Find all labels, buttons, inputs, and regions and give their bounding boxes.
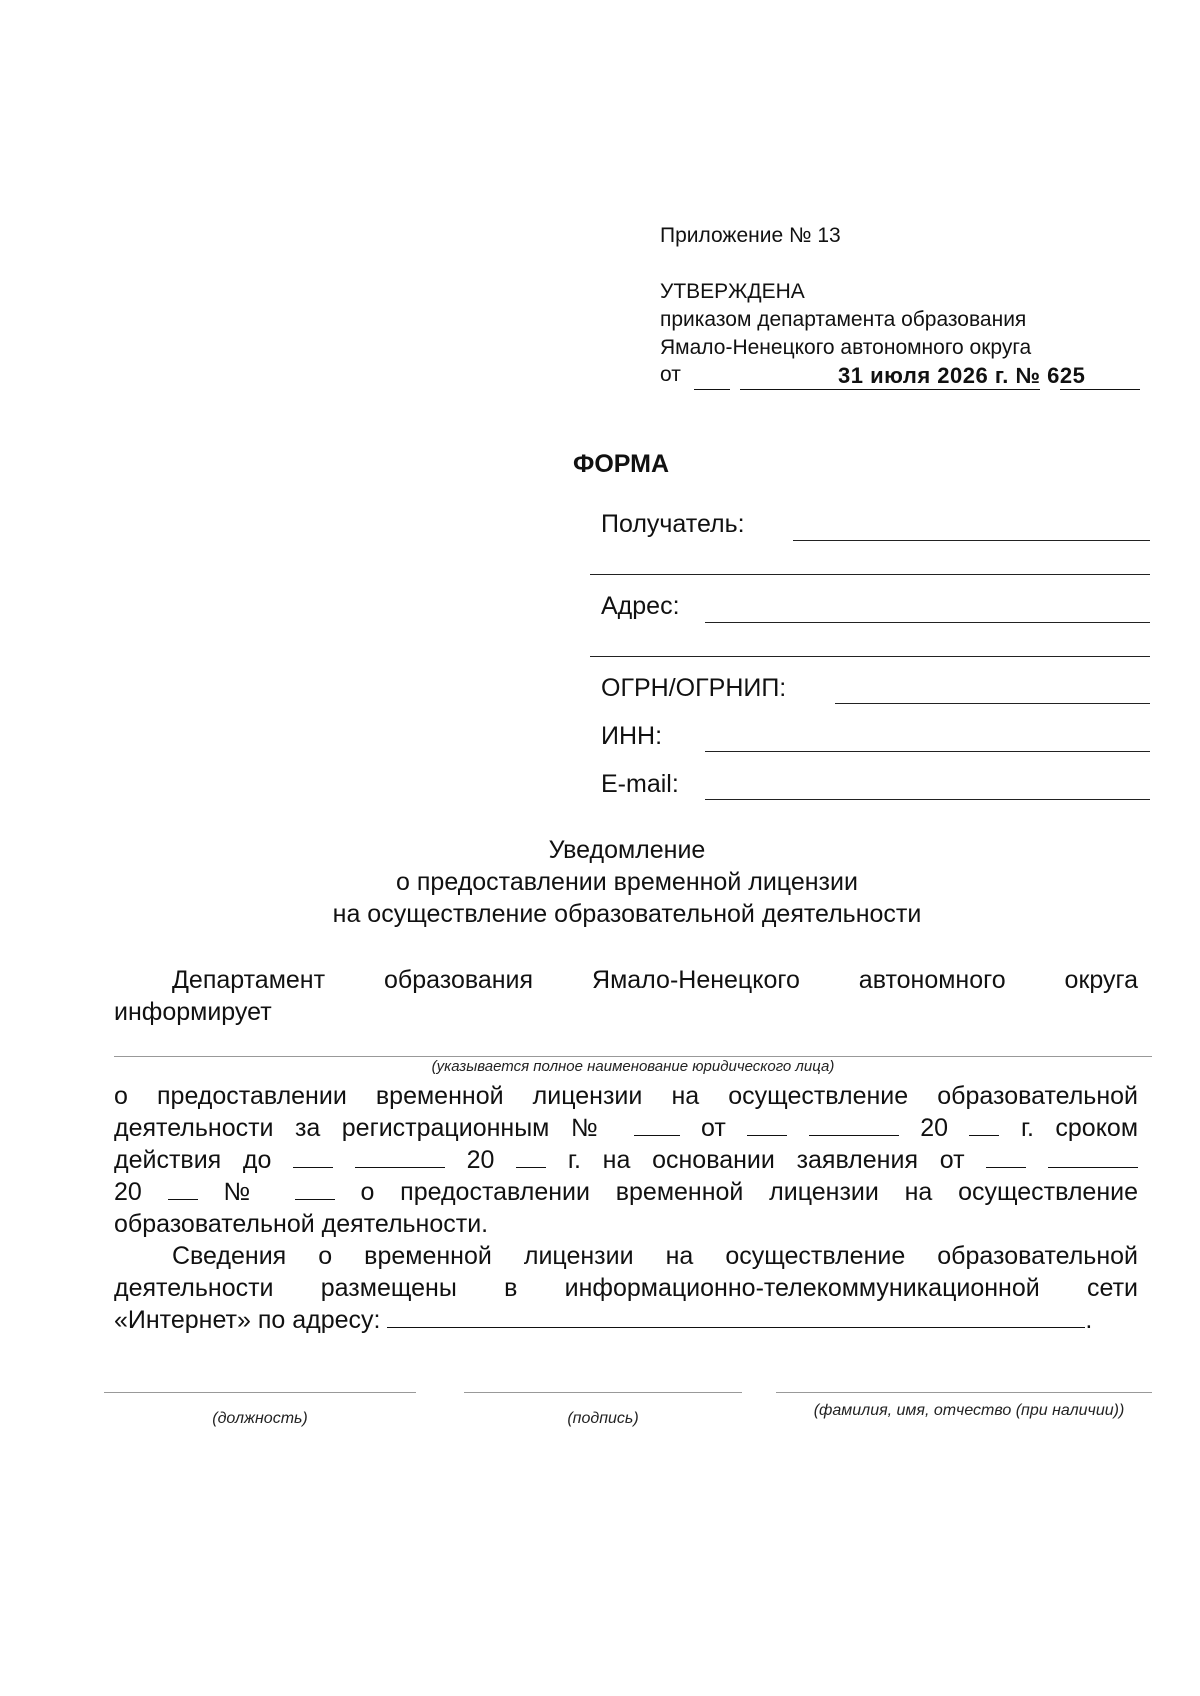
reg-month-blank[interactable] bbox=[809, 1113, 899, 1136]
info-line-2: деятельности размещены в информационно-телекоммуникационной сети bbox=[114, 1274, 1138, 1302]
end-period: . bbox=[1085, 1306, 1093, 1334]
entity-name-field[interactable] bbox=[114, 1056, 1152, 1057]
notice-title: Уведомление bbox=[548, 836, 706, 864]
body-line-4 bbox=[114, 1176, 1138, 1209]
approved-region-line: Ямало-Ненецкого автономного округа bbox=[660, 336, 1032, 359]
intro-line-2: информирует bbox=[114, 998, 272, 1026]
notice-subtitle-2: на осуществление образовательной деятельности bbox=[332, 900, 922, 928]
address-label: Адрес: bbox=[601, 592, 680, 620]
date-month-blank bbox=[740, 389, 1040, 390]
recipient-field-line2[interactable] bbox=[590, 574, 1150, 575]
body-line-5: образовательной деятельности. bbox=[114, 1210, 489, 1238]
basis-text: г. на основании заявления bbox=[567, 1146, 918, 1174]
approval-date-value: 31 июля 2026 г. № 625 bbox=[838, 363, 1086, 388]
application-number-sign: № bbox=[223, 1178, 269, 1206]
valid-month-blank[interactable] bbox=[355, 1145, 445, 1168]
approved-heading: УТВЕРЖДЕНА bbox=[660, 280, 805, 303]
date-number-blank bbox=[1060, 389, 1140, 390]
body-line-3 bbox=[114, 1144, 1138, 1177]
recipient-label: Получатель: bbox=[601, 510, 745, 538]
signature-line[interactable] bbox=[464, 1392, 742, 1393]
ogrn-label: ОГРН/ОГРНИП: bbox=[601, 674, 787, 702]
signature-caption: (подпись) bbox=[567, 1410, 639, 1427]
reg-year-prefix: 20 bbox=[920, 1114, 949, 1142]
notice-subtitle-1: о предоставлении временной лицензии bbox=[396, 868, 858, 896]
date-day-blank bbox=[694, 389, 730, 390]
info-line-3 bbox=[114, 1304, 1138, 1337]
application-from-text: от bbox=[939, 1146, 965, 1174]
fullname-line[interactable] bbox=[776, 1392, 1152, 1393]
valid-until-text: действия до bbox=[114, 1146, 272, 1174]
position-caption: (должность) bbox=[212, 1410, 308, 1427]
position-line[interactable] bbox=[104, 1392, 416, 1393]
body-line-4-text: о предоставлении временной лицензии на осуществление bbox=[360, 1178, 1138, 1206]
application-year-prefix: 20 bbox=[114, 1178, 142, 1206]
ogrn-field[interactable] bbox=[835, 703, 1150, 704]
reg-term-text: г. сроком bbox=[1020, 1114, 1139, 1142]
internet-address-label: «Интернет» по адресу: bbox=[114, 1306, 381, 1334]
approval-date-line bbox=[660, 363, 1140, 393]
valid-year-blank[interactable] bbox=[516, 1145, 546, 1168]
application-day-blank[interactable] bbox=[986, 1145, 1026, 1168]
reg-from-text: от bbox=[701, 1114, 726, 1142]
reg-year-blank[interactable] bbox=[969, 1113, 999, 1136]
body-line-2 bbox=[114, 1112, 1138, 1145]
application-year-blank[interactable] bbox=[168, 1177, 198, 1200]
address-field-line2[interactable] bbox=[590, 656, 1150, 657]
reg-number-text: деятельности за регистрационным № bbox=[114, 1114, 613, 1142]
valid-year-prefix: 20 bbox=[466, 1146, 495, 1174]
entity-name-caption: (указывается полное наименование юридического лица) bbox=[431, 1058, 835, 1075]
date-prefix: от bbox=[660, 363, 681, 386]
info-line-1: Сведения о временной лицензии на осуществление образовательной bbox=[172, 1242, 1138, 1270]
valid-day-blank[interactable] bbox=[293, 1145, 333, 1168]
reg-number-blank[interactable] bbox=[634, 1113, 680, 1136]
application-month-blank[interactable] bbox=[1048, 1145, 1138, 1168]
application-number-blank[interactable] bbox=[295, 1177, 335, 1200]
address-field[interactable] bbox=[705, 622, 1150, 623]
inn-label: ИНН: bbox=[601, 722, 663, 750]
appendix-number: Приложение № 13 bbox=[660, 224, 841, 247]
recipient-field[interactable] bbox=[793, 540, 1150, 541]
email-label: E-mail: bbox=[601, 770, 679, 798]
fullname-caption: (фамилия, имя, отчество (при наличии)) bbox=[813, 1402, 1125, 1419]
email-field[interactable] bbox=[705, 799, 1150, 800]
body-line-1: о предоставлении временной лицензии на осуществление образовательной bbox=[114, 1082, 1138, 1110]
form-label: ФОРМА bbox=[573, 450, 670, 478]
internet-address-field[interactable] bbox=[387, 1305, 1085, 1328]
inn-field[interactable] bbox=[705, 751, 1150, 752]
reg-day-blank[interactable] bbox=[747, 1113, 787, 1136]
approved-by-line: приказом департамента образования bbox=[660, 308, 1027, 331]
intro-line-1: Департамент образования Ямало-Ненецкого автономного округа bbox=[172, 966, 1138, 994]
